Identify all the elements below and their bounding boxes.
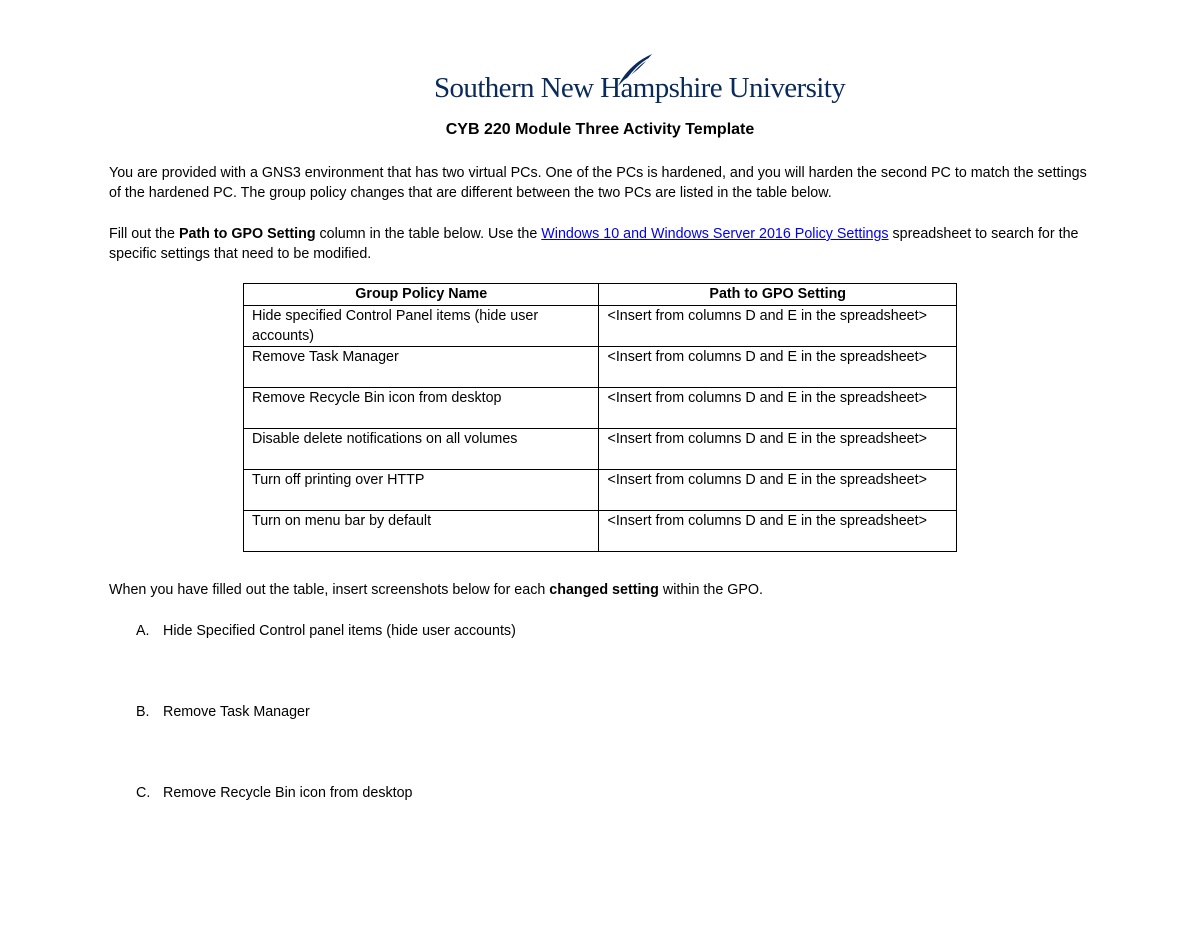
policy-name-cell: Turn off printing over HTTP bbox=[244, 470, 599, 511]
table-row bbox=[244, 347, 957, 388]
list-item-text: Hide Specified Control panel items (hide user accounts) bbox=[163, 623, 516, 639]
policy-name-cell: Hide specified Control Panel items (hide user accounts) bbox=[244, 306, 599, 347]
gpo-table bbox=[243, 283, 957, 552]
policy-name-cell: Remove Task Manager bbox=[244, 347, 599, 388]
list-item bbox=[136, 702, 310, 722]
list-marker: B. bbox=[136, 704, 150, 720]
gpo-path-cell[interactable]: <Insert from columns D and E in the spreadsheet> bbox=[599, 511, 957, 552]
table-row bbox=[244, 306, 957, 347]
policy-name-cell: Turn on menu bar by default bbox=[244, 511, 599, 552]
table-row bbox=[244, 511, 957, 552]
gpo-path-cell[interactable]: <Insert from columns D and E in the spreadsheet> bbox=[599, 388, 957, 429]
table-row bbox=[244, 429, 957, 470]
policy-name-cell: Remove Recycle Bin icon from desktop bbox=[244, 388, 599, 429]
instruction-text-3: spreadsheet to search for the specific settings that need to be modified. bbox=[109, 226, 1079, 262]
list-item-text: Remove Task Manager bbox=[163, 704, 310, 720]
list-item bbox=[136, 621, 516, 641]
screenshots-paragraph bbox=[109, 580, 1099, 600]
instruction-text-1: Fill out the bbox=[109, 226, 179, 242]
gpo-path-cell[interactable]: <Insert from columns D and E in the spreadsheet> bbox=[599, 347, 957, 388]
policy-settings-link[interactable]: Windows 10 and Windows Server 2016 Policy Settings bbox=[541, 226, 889, 242]
gpo-path-cell[interactable]: <Insert from columns D and E in the spreadsheet> bbox=[599, 470, 957, 511]
intro-paragraph: You are provided with a GNS3 environment that has two virtual PCs. One of the PCs is hardened, and you will harden the second PC to match the settings of the hardened PC. The group policy changes that are different between the two PCs are listed in the table below. bbox=[109, 165, 1087, 201]
document-title: CYB 220 Module Three Activity Template bbox=[445, 121, 755, 138]
instruction-text-2: column in the table below. Use the bbox=[315, 226, 542, 242]
header-group-policy-name: Group Policy Name bbox=[244, 284, 599, 306]
table-header-row bbox=[244, 284, 957, 306]
table-row bbox=[244, 470, 957, 511]
header-path-to-gpo-setting: Path to GPO Setting bbox=[599, 284, 957, 306]
screenshots-text-2: within the GPO. bbox=[658, 582, 763, 598]
instruction-bold-column: Path to GPO Setting bbox=[178, 226, 316, 242]
screenshots-bold: changed setting bbox=[549, 582, 659, 598]
gpo-path-cell[interactable]: <Insert from columns D and E in the spreadsheet> bbox=[599, 429, 957, 470]
logo-text: Southern New Hampshire University bbox=[434, 72, 846, 104]
list-item-text: Remove Recycle Bin icon from desktop bbox=[163, 785, 413, 801]
list-item bbox=[136, 783, 413, 803]
policy-name-cell: Disable delete notifications on all volumes bbox=[244, 429, 599, 470]
table-row bbox=[244, 388, 957, 429]
list-marker: A. bbox=[136, 623, 150, 639]
instruction-paragraph bbox=[109, 224, 1099, 264]
snhu-logo bbox=[434, 52, 846, 108]
screenshots-text-1: When you have filled out the table, insert screenshots below for each bbox=[109, 582, 550, 598]
gpo-path-cell[interactable]: <Insert from columns D and E in the spreadsheet> bbox=[599, 306, 957, 347]
list-marker: C. bbox=[136, 785, 151, 801]
